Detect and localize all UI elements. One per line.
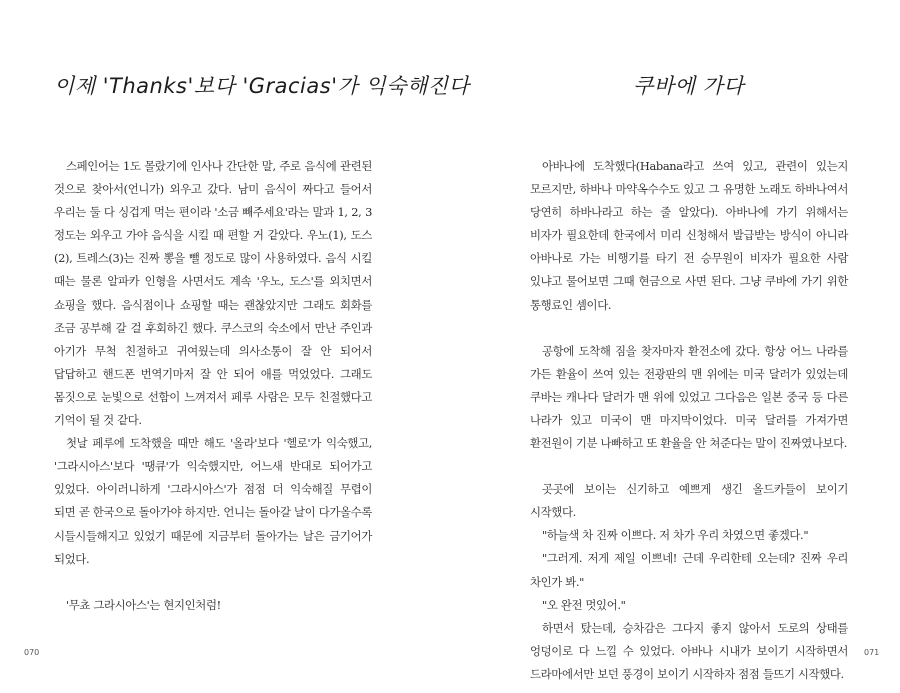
paragraph: 하면서 탔는데, 승차감은 그다지 좋지 않아서 도로의 상태를 엉덩이로 다 느낄 수 있었다. 아바나 시내가 보이기 시작하면서 드라마에서만 보던 풍경이 보이기 시작하자 점점 들뜨기 시작했다.: [530, 620, 848, 681]
dialogue-line: "오 완전 멋있어.": [542, 597, 626, 612]
right-page: [450, 0, 900, 693]
page-number-right: 071: [864, 648, 880, 657]
paragraph: 첫날 페루에 도착했을 때만 해도 '올라'보다 '헬로'가 익숙했고, '그라시아스'보다 '땡큐'가 익숙했지만, 어느새 반대로 되어가고 있었다. 아이러니하게 '그라시아스'가 점점 더 익숙해질 무렵이 되면 곧 한국으로 돌아가야 하지만. 언니는 돌아갈 날이 다가올수록 시들시들해지고 있었기 때문에 지금부터 돌아가는 날은 금기어가 되었다.: [54, 436, 372, 566]
paragraph: 아바나에 도착했다(Habana라고 쓰여 있고, 관련이 있는지 모르지만, 하바나 마약옥수수도 있고 그 유명한 노래도 하바나여서 당연히 하바나라고 하는 줄 알았다). 아바나에 가기 위해서는 비자가 필요한데 한국에서 미리 신청해서 발급받는 방식이 아니라 아바나로 가는 비행기를 타기 전 승무원이 비자가 필요한 사람 있냐고 물어보면 그때 현금으로 사면 된다. 그냥 쿠바에 가기 위한 통행료인 셈이다.: [530, 159, 848, 312]
dialogue-line: "하늘색 차 진짜 이쁘다. 저 차가 우리 차였으면 좋겠다.": [542, 528, 809, 543]
closing-line: '무쵸 그라시아스'는 현지인처럼!: [66, 597, 221, 612]
paragraph: 곳곳에 보이는 신기하고 예쁘게 생긴 올드카들이 보이기 시작했다.: [530, 482, 848, 520]
chapter-title-left: 이제 'Thanks'보다 'Gracias'가 익숙해진다: [54, 74, 470, 98]
paragraph: 공항에 도착해 짐을 찾자마자 환전소에 갔다. 항상 어느 나라를 가든 환율이 쓰여 있는 전광판의 맨 위에는 미국 달러가 있었는데 쿠바는 캐나다 달러가 맨 위에 있었고 그다음은 일본 중국 등 다른 나라가 있고 미국이 맨 마지막이었다. 미국 달러를 가져가면 환전원이 기분 나빠하고 또 환율을 안 쳐준다는 말이 진짜였나보다.: [530, 343, 848, 451]
body-text-left: [54, 155, 372, 617]
body-text-right: [530, 155, 848, 686]
paragraph: 스페인어는 1도 몰랐기에 인사나 간단한 말, 주로 음식에 관련된 것으로 찾아서(언니가) 외우고 갔다. 남미 음식이 짜다고 들어서 우리는 둘 다 싱겁게 먹는 편이라 '소금 빼주세요'라는 말과 1, 2, 3 정도는 외우고 가야 음식을 시킬 때 편할 거 같았다. 우노(1), 도스(2), 트레스(3)는 진짜 뽕을 뺄 정도로 많이 사용하였다. 음식 시킬 때는 물론 알파카 인형을 사면서도 계속 '우노, 도스'를 외치면서 쇼핑을 했다. 음식점이나 쇼핑할 때는 괜찮았지만 그래도 회화를 조금 공부해 갈 걸 후회하긴 했다. 쿠스코의 숙소에서 만난 주인과 아기가 무척 친절하고 귀여웠는데 의사소통이 잘 안 되어서 답답하고 핸드폰 번역기마저 잘 안 되어 애를 먹었었다. 그래도 몸짓으로 눈빛으로 선함이 느껴져서 페루 사람은 모두 친절했다고 기억이 될 것 같다.: [54, 159, 372, 428]
dialogue-line: "그러게. 저게 제일 이쁘네! 근데 우리한테 오는데? 진짜 우리 차인가 봐.": [530, 551, 848, 589]
page-number-left: 070: [24, 648, 40, 657]
chapter-title-right: 쿠바에 가다: [633, 74, 745, 98]
